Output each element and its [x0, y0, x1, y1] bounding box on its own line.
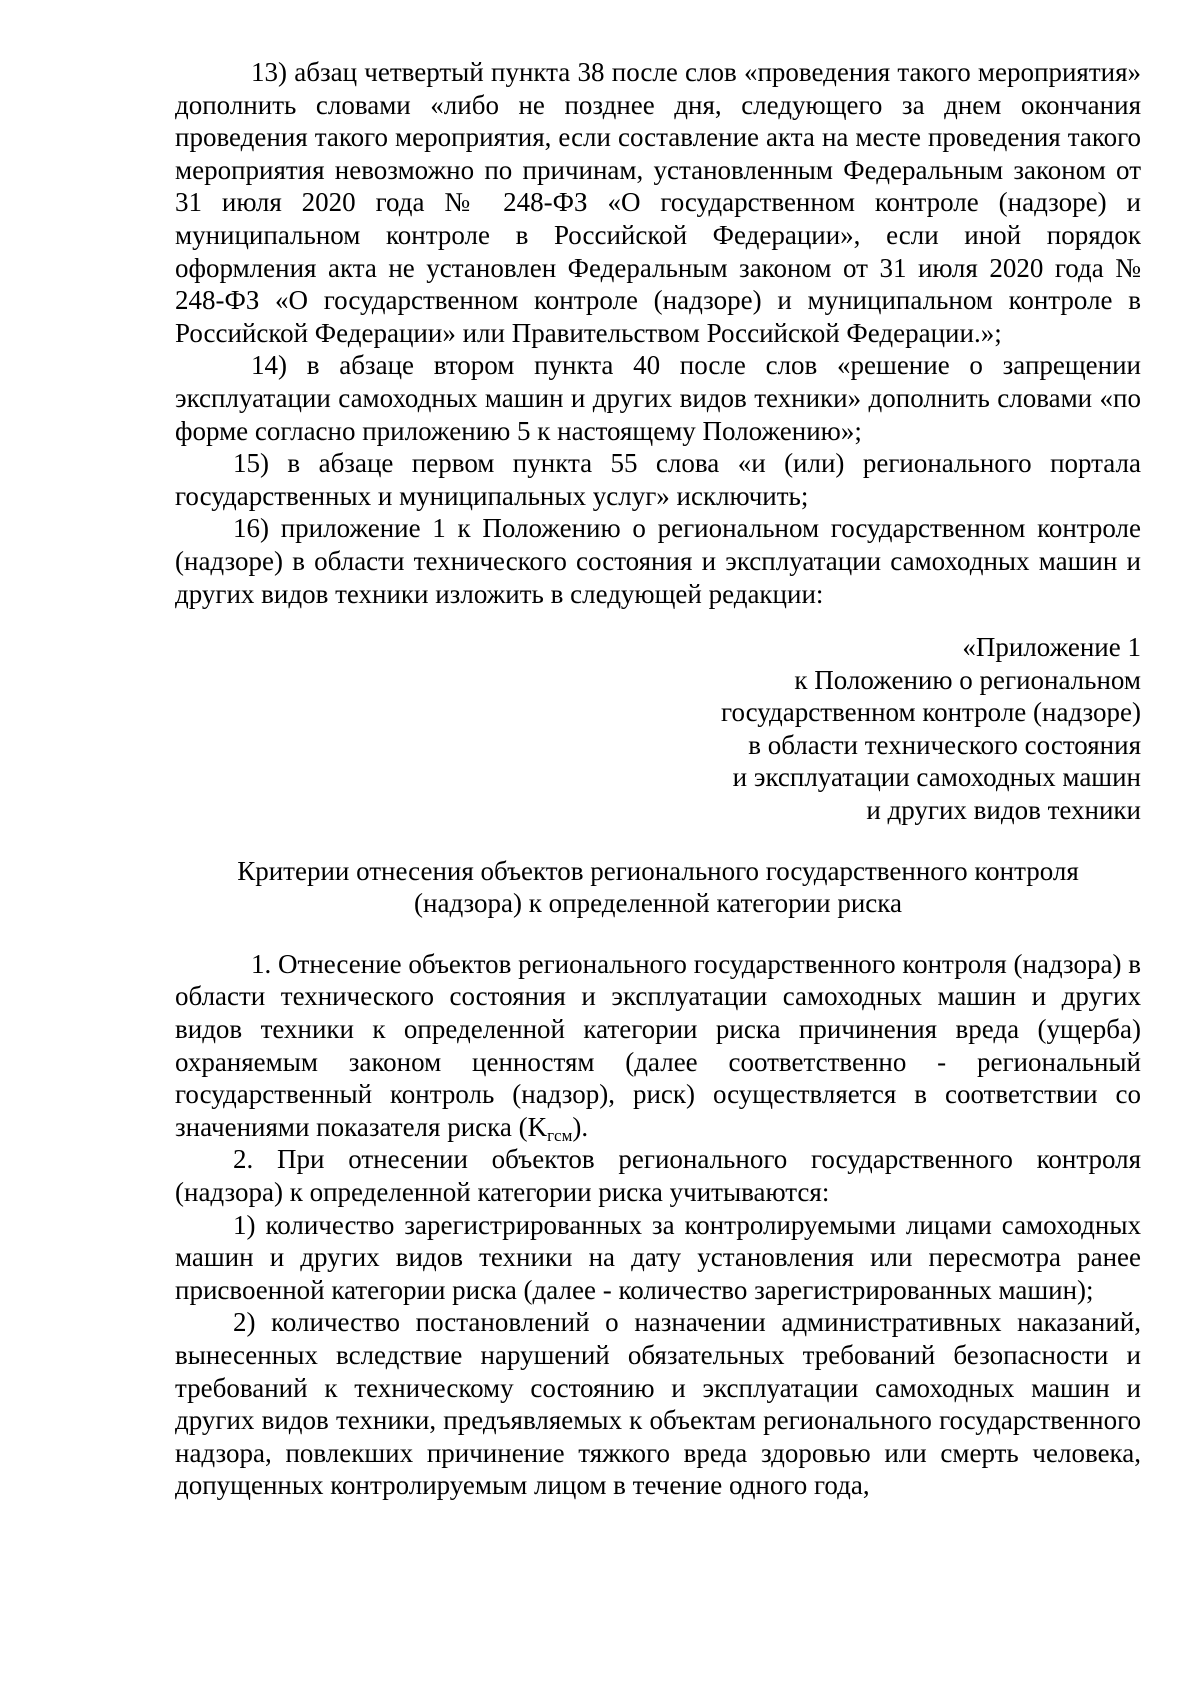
risk-index-subscript: гсм: [547, 1125, 573, 1145]
appendix-line: и эксплуатации самоходных машин: [732, 762, 1141, 793]
criteria-heading: Критерии отнесения объектов регионального государственного контроля (надзора) к определенной категории риска: [237, 855, 1079, 919]
appendix-header: [175, 631, 1141, 827]
item-13-paragraph: 13) абзац четвертый пункта 38 после слов «проведения такого мероприятия» дополнить словами «либо не позднее дня, следующего за днем окончания проведения такого мероприятия, если составление акта на месте проведения такого мероприятия невозможно по причинам, установленным Федеральным законом от 31 июля 2020 года № 248-ФЗ «О государственном контроле (надзоре) и муниципальном контроле в Российской Федерации», если иной порядок оформления акта не установлен Федеральным законом от 31 июля 2020 года № 248-ФЗ «О государственном контроле (надзоре) и муниципальном контроле в Российской Федерации» или Правительством Российской Федерации.»;: [175, 57, 1141, 348]
item-15-paragraph: 15) в абзаце первом пункта 55 слова «и (или) регионального портала государственных и муниципальных услуг» исключить;: [175, 448, 1141, 511]
appendix-line: и других видов техники: [866, 795, 1141, 826]
criteria-item-1-text: 1. Отнесение объектов регионального государственного контроля (надзора) в области технического состояния и эксплуатации самоходных машин и других видов техники к определенной категории риска причинения вреда (ущерба) охраняемым законом ценностям (далее соответственно - региональный государственный контроль (надзор), риск) осуществляется в соответствии со значениями показателя риска (K: [175, 948, 1141, 1142]
item-16-paragraph: 16) приложение 1 к Положению о региональном государственном контроле (надзоре) в области технического состояния и эксплуатации самоходных машин и других видов техники изложить в следующей редакции:: [175, 513, 1141, 609]
appendix-line: государственном контроле (надзоре): [721, 697, 1141, 728]
appendix-line: к Положению о региональном: [794, 664, 1141, 695]
document-body: [175, 56, 1141, 1502]
appendix-line: «Приложение 1: [962, 632, 1141, 663]
appendix-line: в области технического состояния: [748, 729, 1141, 760]
criteria-item-2-paragraph: 2. При отнесении объектов регионального государственного контроля (надзора) к определенной категории риска учитываются:: [175, 1144, 1141, 1207]
criteria-subitem-1-paragraph: 1) количество зарегистрированных за контролируемыми лицами самоходных машин и других видов техники на дату установления или пересмотра ранее присвоенной категории риска (далее - количество зарегистрированных машин);: [175, 1209, 1141, 1305]
item-14-paragraph: 14) в абзаце втором пункта 40 после слов «решение о запрещении эксплуатации самоходных машин и других видов техники» дополнить словами «по форме согласно приложению 5 к настоящему Положению»;: [175, 350, 1141, 446]
criteria-subitem-2-paragraph: 2) количество постановлений о назначении административных наказаний, вынесенных вследствие нарушений обязательных требований безопасности и требований к техническому состоянию и эксплуатации самоходных машин и других видов техники, предъявляемых к объектам регионального государственного надзора, повлекших причинение тяжкого вреда здоровью или смерть человека, допущенных контролируемым лицом в течение одного года,: [175, 1307, 1141, 1501]
criteria-item-1-paragraph: [175, 948, 1141, 1144]
criteria-item-1-end: ).: [572, 1111, 589, 1142]
